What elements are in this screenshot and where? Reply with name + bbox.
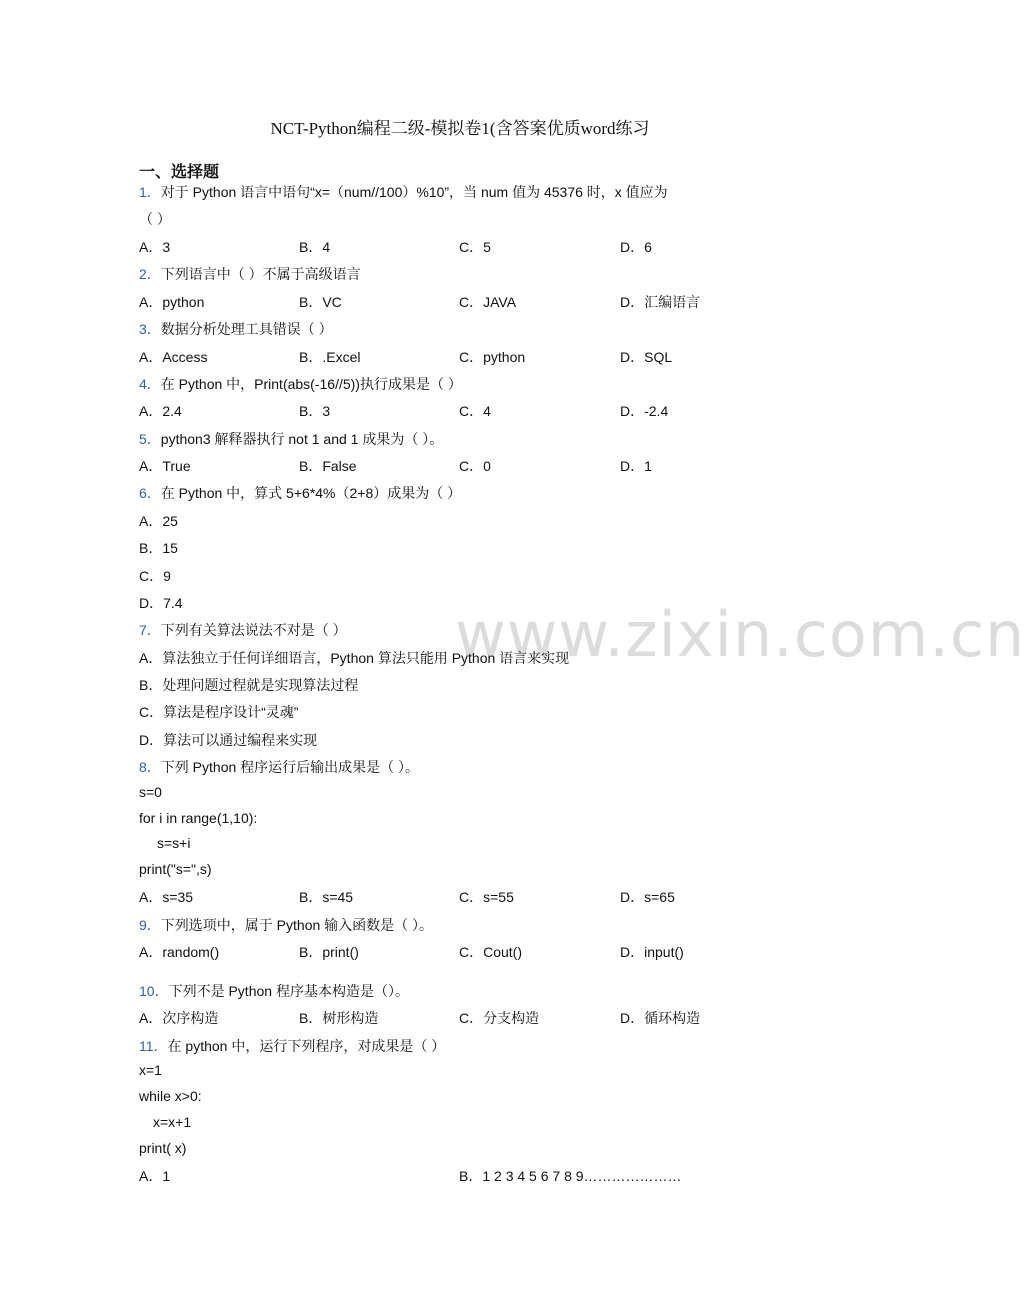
question-number: 5． <box>139 431 161 447</box>
option-a: A．True <box>139 458 191 474</box>
option-c: C．9 <box>139 568 171 584</box>
question-7 <box>139 620 347 640</box>
option-d: D．7.4 <box>139 595 183 611</box>
option-a: A．次序构造 <box>139 1010 219 1026</box>
question-number: 11． <box>139 1038 168 1054</box>
question-4 <box>139 374 462 394</box>
question-text: 在 python 中，运行下列程序，对成果是（ ） <box>167 1038 446 1054</box>
question-text: python3 解释器执行 not 1 and 1 成果为（ ）。 <box>160 431 444 447</box>
code-line: x=x+1 <box>153 1114 192 1130</box>
question-text: 在 Python 中，Print(abs(-16//5))执行成果是（ ） <box>160 376 462 392</box>
watermark: www.zixin.com.cn <box>455 598 1025 671</box>
option-b: B．4 <box>299 239 331 255</box>
question-10 <box>139 981 409 1001</box>
option-d: D．汇编语言 <box>620 294 701 310</box>
option-c: C．0 <box>459 458 491 474</box>
question-number: 8． <box>139 759 161 775</box>
question-2 <box>139 264 361 284</box>
question-number: 4． <box>139 376 161 392</box>
option-a: A．2.4 <box>139 403 182 419</box>
document-title: NCT-Python编程二级-模拟卷1(含答案优质word练习 <box>270 119 650 138</box>
option-c: C．5 <box>459 239 491 255</box>
option-b: B．3 <box>299 403 331 419</box>
question-text: 对于 Python 语言中语句“x=（num//100）%10”，当 num 值为 45376 时，x 值应为 <box>160 184 668 200</box>
code-line: x=1 <box>139 1062 162 1078</box>
question-1 <box>139 182 668 202</box>
option-a: A．1 <box>139 1168 171 1184</box>
option-d: D．6 <box>620 239 652 255</box>
question-text: 数据分析处理工具错误（ ） <box>160 321 333 337</box>
option-b: B．False <box>299 458 357 474</box>
option-b: B．VC <box>299 294 342 310</box>
option-d: D．-2.4 <box>620 403 669 419</box>
option-c: C．s=55 <box>459 889 514 905</box>
option-b: B．s=45 <box>299 889 354 905</box>
option-c: C．分支构造 <box>459 1010 540 1026</box>
question-6 <box>139 483 461 503</box>
option-b: B．1 2 3 4 5 6 7 8 9………………… <box>459 1168 682 1184</box>
option-a: A．python <box>139 294 205 310</box>
option-d: D．SQL <box>620 349 673 365</box>
option-b: B．处理问题过程就是实现算法过程 <box>139 677 359 693</box>
code-line: s=0 <box>139 784 162 800</box>
option-c: C．JAVA <box>459 294 517 310</box>
section-heading: 一、选择题 <box>139 164 220 181</box>
option-d: D．input() <box>620 944 684 960</box>
option-c: C．算法是程序设计“灵魂” <box>139 704 299 720</box>
option-b: B．树形构造 <box>299 1010 379 1026</box>
code-line: for i in range(1,10): <box>139 810 258 826</box>
code-line: print( x) <box>139 1140 187 1156</box>
question-3 <box>139 319 333 339</box>
question-number: 7． <box>139 622 161 638</box>
question-text: 下列不是 Python 程序基本构造是（）。 <box>168 983 409 999</box>
question-8 <box>139 757 419 777</box>
question-text: 下列选项中，属于 Python 输入函数是（ ）。 <box>160 917 434 933</box>
option-d: D．算法可以通过编程来实现 <box>139 732 318 748</box>
question-number: 2． <box>139 266 161 282</box>
question-text: 下列语言中（ ）不属于高级语言 <box>160 266 361 282</box>
question-9 <box>139 915 433 935</box>
question-text: 下列 Python 程序运行后输出成果是（ ）。 <box>160 759 420 775</box>
option-a: A．s=35 <box>139 889 194 905</box>
question-number: 1． <box>139 184 161 200</box>
question-5 <box>139 429 443 449</box>
question-number: 3． <box>139 321 161 337</box>
question-number: 10． <box>139 983 169 999</box>
option-d: D．1 <box>620 458 652 474</box>
option-c: C．Cout() <box>459 944 523 960</box>
code-line: print("s=",s) <box>139 861 212 877</box>
question-number: 6． <box>139 485 161 501</box>
option-b: B．.Excel <box>299 349 361 365</box>
question-text-continued: （ ） <box>139 211 171 227</box>
question-text: 在 Python 中，算式 5+6*4%（2+8）成果为（ ） <box>160 485 462 501</box>
option-a: A．算法独立于任何详细语言，Python 算法只能用 Python 语言来实现 <box>139 650 570 666</box>
code-line: while x>0: <box>139 1088 202 1104</box>
option-a: A．25 <box>139 513 178 529</box>
question-number: 9． <box>139 917 161 933</box>
option-b: B．print() <box>299 944 359 960</box>
option-a: A．random() <box>139 944 220 960</box>
option-b: B．15 <box>139 540 178 556</box>
option-c: C．python <box>459 349 526 365</box>
option-c: C．4 <box>459 403 491 419</box>
option-d: D．循环构造 <box>620 1010 701 1026</box>
option-a: A．Access <box>139 349 208 365</box>
question-11 <box>139 1036 445 1056</box>
question-text: 下列有关算法说法不对是（ ） <box>160 622 347 638</box>
option-d: D．s=65 <box>620 889 675 905</box>
option-a: A．3 <box>139 239 171 255</box>
code-line: s=s+i <box>157 835 191 851</box>
